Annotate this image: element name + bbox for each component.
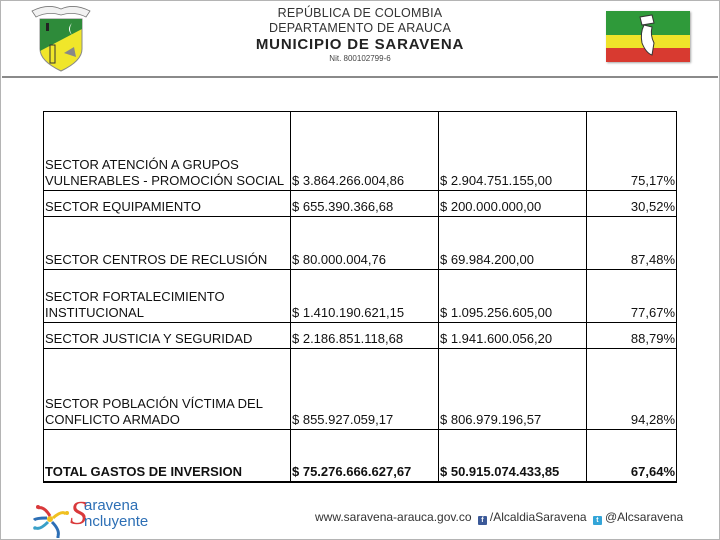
executed-cell: $ 69.984.200,00 [439,217,587,270]
total-row [44,430,677,483]
percent-cell: 77,67% [587,270,677,323]
facebook-icon: f [478,516,487,525]
percent-cell: 94,28% [587,349,677,430]
executed-cell: $ 1.941.600.056,20 [439,323,587,349]
total-budget: $ 75.276.666.627,67 [291,430,439,483]
logo-line2: ncluyente [84,513,149,530]
percent-cell: 75,17% [587,112,677,191]
logo-line1: aravena [84,497,139,514]
sector-cell: SECTOR ATENCIÓN A GRUPOS VULNERABLES - PROMOCIÓN SOCIAL [44,112,291,191]
budget-cell: $ 3.864.266.004,86 [291,112,439,191]
budget-cell: $ 855.927.059,17 [291,349,439,430]
executed-cell: $ 200.000.000,00 [439,191,587,217]
budget-cell: $ 2.186.851.118,68 [291,323,439,349]
percent-cell: 87,48% [587,217,677,270]
sector-cell: SECTOR FORTALECIMIENTO INSTITUCIONAL [44,270,291,323]
municipality-title: MUNICIPIO DE SARAVENA [255,36,465,53]
saravena-incluyente-logo-icon [30,500,70,538]
department-title: DEPARTAMENTO DE ARAUCA [269,21,451,35]
sector-cell: SECTOR JUSTICIA Y SEGURIDAD [44,323,291,349]
executed-cell: $ 806.979.196,57 [439,349,587,430]
percent-cell: 30,52% [587,191,677,217]
sector-cell: SECTOR CENTROS DE RECLUSIÓN [44,217,291,270]
total-percent: 67,64% [587,430,677,483]
logo-initial: S [70,495,87,532]
nit-number: Nit. 800102799-6 [329,54,391,63]
sector-cell: SECTOR EQUIPAMIENTO [44,191,291,217]
table-row [44,349,677,430]
table-row [44,270,677,323]
footer [0,490,720,538]
percent-cell: 88,79% [587,323,677,349]
website-link[interactable]: www.saravena-arauca.gov.co [315,510,472,524]
letterhead-titles [230,6,490,64]
country-title: REPÚBLICA DE COLOMBIA [277,6,443,20]
total-executed: $ 50.915.074.433,85 [439,430,587,483]
header-divider [2,76,718,78]
investment-table [43,111,677,483]
contact-info [315,510,683,525]
municipal-crest-icon [28,3,94,73]
budget-cell: $ 1.410.190.621,15 [291,270,439,323]
twitter-icon: t [593,516,602,525]
executed-cell: $ 2.904.751.155,00 [439,112,587,191]
table-row [44,217,677,270]
table-row [44,112,677,191]
budget-cell: $ 80.000.004,76 [291,217,439,270]
facebook-link[interactable]: /AlcaldiaSaravena [489,510,587,524]
table-row [44,323,677,349]
table-row [44,191,677,217]
letterhead [0,0,720,76]
saravena-flag-icon [606,11,690,62]
budget-cell: $ 655.390.366,68 [291,191,439,217]
executed-cell: $ 1.095.256.605,00 [439,270,587,323]
sector-cell: SECTOR POBLACIÓN VÍCTIMA DEL CONFLICTO ARMADO [44,349,291,430]
total-label: TOTAL GASTOS DE INVERSION [44,430,291,483]
twitter-link[interactable]: @Alcsaravena [604,510,684,524]
raised-fist-icon [634,13,660,59]
